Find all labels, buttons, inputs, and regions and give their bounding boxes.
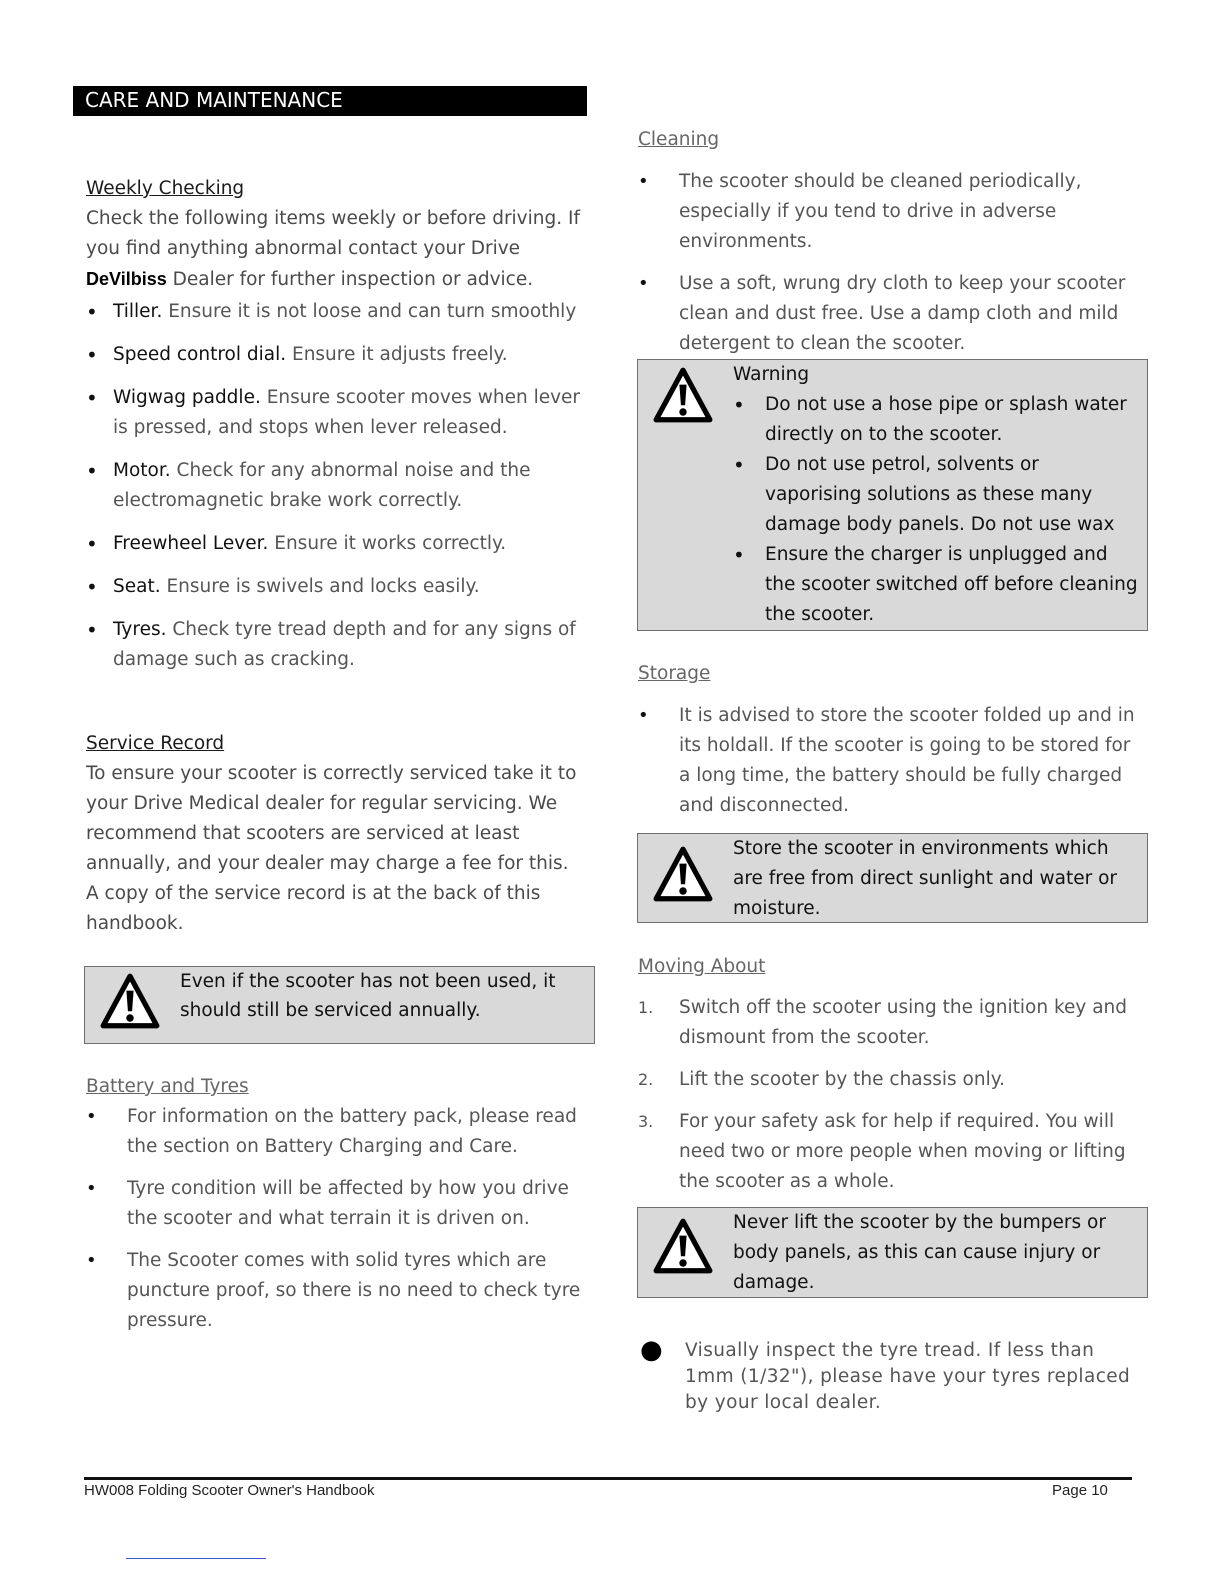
page-number: Page 10 xyxy=(1052,1482,1108,1499)
warning-title: Warning xyxy=(733,364,810,385)
cleaning-warning-list xyxy=(733,390,1138,630)
list-item: • Do not use a hose pipe or splash water directly on to the scooter. xyxy=(733,390,1138,450)
moving-warning-text: Never lift the scooter by the bumpers or body panels, as this can cause injury or damage. xyxy=(733,1212,1106,1293)
list-item: • Tyres. Check tyre tread depth and for any signs of damage such as cracking. xyxy=(86,615,581,675)
list-item: • Ensure the charger is unplugged and the scooter switched off before cleaning the scooter. xyxy=(733,540,1138,630)
service-warning-box xyxy=(84,966,595,1044)
weekly-list xyxy=(86,297,581,675)
list-item: • Tyre condition will be affected by how you drive the scooter and what terrain it is driven on. xyxy=(86,1174,581,1234)
divider xyxy=(126,1558,266,1559)
list-item: • It is advised to store the scooter folded up and in its holdall. If the scooter is going to be stored for a long time, the battery should be fully charged and disconnected. xyxy=(638,701,1143,821)
list-item: • Use a soft, wrung dry cloth to keep your scooter clean and dust free. Use a damp cloth and mild detergent to clean the scooter. xyxy=(638,269,1143,359)
bullet-icon: ● xyxy=(640,1335,663,1365)
storage-warning-text: Store the scooter in environments which are free from direct sunlight and water or moisture. xyxy=(733,838,1118,919)
battery-tyres-heading: Battery and Tyres xyxy=(86,1076,249,1097)
list-item: • Wigwag paddle. Ensure scooter moves when lever is pressed, and stops when lever released. xyxy=(86,383,581,443)
section-title: CARE AND MAINTENANCE xyxy=(73,86,587,116)
cleaning-section xyxy=(638,125,1143,371)
service-warning-text: Even if the scooter has not been used, it should still be serviced annually. xyxy=(180,971,556,1021)
list-item: 3. For your safety ask for help if required. You will need two or more people when moving or lifting the scooter as a whole. xyxy=(638,1111,1126,1192)
storage-section xyxy=(638,659,1143,833)
warning-triangle-icon xyxy=(99,971,161,1033)
list-item: 1. Switch off the scooter using the ignition key and dismount from the scooter. xyxy=(638,997,1128,1048)
list-item: • Motor. Check for any abnormal noise and the electromagnetic brake work correctly. xyxy=(86,456,581,516)
battery-list xyxy=(86,1102,581,1336)
list-item: • Freewheel Lever. Ensure it works correctly. xyxy=(86,529,581,559)
service-record-text: To ensure your scooter is correctly serviced take it to your Drive Medical dealer for regular servicing. We recommend that scooters are serviced at least annually, and your dealer may charge a fee for this. A copy of the service record is at the back of this handbook. xyxy=(86,763,577,934)
storage-list xyxy=(638,701,1143,821)
warning-triangle-icon xyxy=(652,365,714,427)
list-item: • The scooter should be cleaned periodically, especially if you tend to drive in adverse environments. xyxy=(638,167,1143,257)
list-item: 2. Lift the scooter by the chassis only. xyxy=(638,1069,1005,1090)
list-item: • The Scooter comes with solid tyres which are puncture proof, so there is no need to check tyre pressure. xyxy=(86,1246,581,1336)
warning-triangle-icon xyxy=(652,1216,714,1278)
warning-triangle-icon xyxy=(652,844,714,906)
moving-steps xyxy=(638,993,1143,1197)
list-item: • Tiller. Ensure it is not loose and can turn smoothly xyxy=(86,297,581,327)
weekly-checking-section xyxy=(86,174,581,688)
storage-heading: Storage xyxy=(638,663,711,684)
tyre-inspect-text: Visually inspect the tyre tread. If less than 1mm (1/32"), please have your tyres replaced by your local dealer. xyxy=(685,1340,1131,1413)
list-item: • Do not use petrol, solvents or vaporising solutions as these many damage body panels. Do not use wax xyxy=(733,450,1138,540)
cleaning-heading: Cleaning xyxy=(638,129,720,150)
service-record-heading: Service Record xyxy=(86,733,225,754)
service-record-section xyxy=(86,729,581,939)
weekly-checking-heading: Weekly Checking xyxy=(86,178,245,199)
weekly-intro: Check the following items weekly or before driving. If you find anything abnormal contact your Drive DeVilbiss Dealer for further inspection or advice. xyxy=(86,208,580,290)
storage-warning-box xyxy=(637,833,1148,923)
cleaning-list xyxy=(638,167,1143,359)
footer-rule xyxy=(84,1477,1132,1480)
moving-about-heading: Moving About xyxy=(638,956,766,977)
list-item: • For information on the battery pack, please read the section on Battery Charging and Care. xyxy=(86,1102,581,1162)
moving-warning-box xyxy=(637,1207,1148,1298)
cleaning-warning-box xyxy=(637,359,1148,631)
cleaning-warning-content xyxy=(733,360,1138,630)
tyre-inspect-item xyxy=(640,1335,1140,1416)
list-item: • Seat. Ensure is swivels and locks easily. xyxy=(86,572,581,602)
list-item: • Speed control dial. Ensure it adjusts freely. xyxy=(86,340,581,370)
moving-about-section xyxy=(638,952,1143,1209)
footer-title: HW008 Folding Scooter Owner's Handbook xyxy=(84,1482,375,1499)
battery-tyres-section xyxy=(86,1072,581,1348)
